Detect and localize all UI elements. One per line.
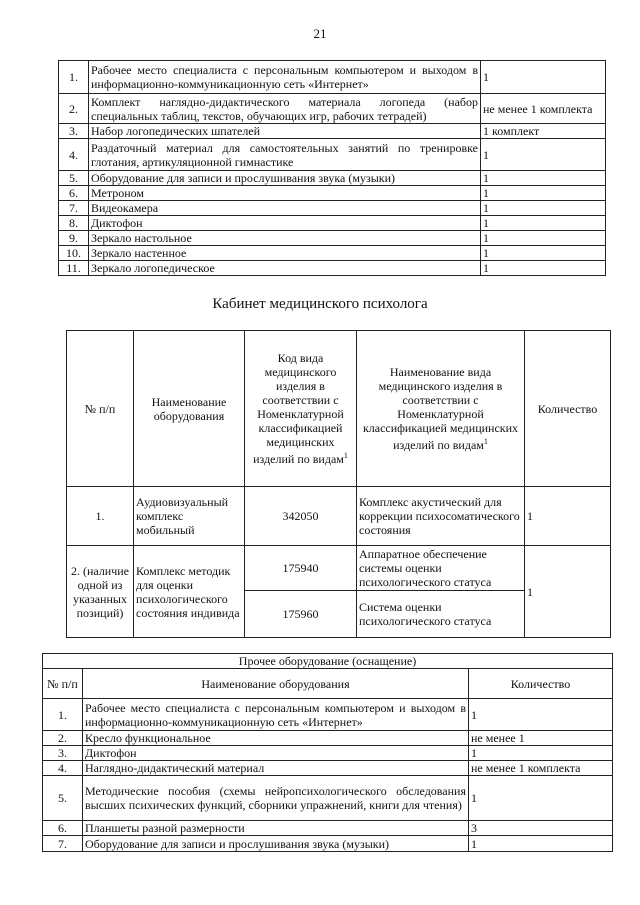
cell-number: 2. (43, 731, 83, 746)
table-caption: Прочее оборудование (оснащение) (43, 654, 613, 669)
header-name: Наименование оборудования (83, 669, 469, 699)
cell-name: Рабочее место специалиста с персональным компьютером и выходом в информационно-коммуникационную сеть «Интернет» (89, 61, 481, 94)
cell-quantity: 1 (481, 171, 606, 186)
table-row (43, 761, 613, 776)
table-row (43, 776, 613, 821)
cell-quantity: 1 (481, 139, 606, 171)
table-row (59, 231, 606, 246)
table-header-row (67, 331, 611, 487)
cell-number: 5. (59, 171, 89, 186)
table-row (59, 246, 606, 261)
cell-quantity: 1 (469, 836, 613, 852)
cell-quantity: не менее 1 (469, 731, 613, 746)
other-equipment-table (42, 653, 613, 852)
cell-quantity: 1 (525, 546, 611, 638)
cell-code: 175940 (245, 546, 357, 591)
cell-quantity: 1 (481, 231, 606, 246)
table-row (59, 61, 606, 94)
cell-quantity: 1 (481, 61, 606, 94)
cell-name: Раздаточный материал для самостоятельных занятий по тренировке глотания, артикуляционной гимнастике (89, 139, 481, 171)
cell-name: Диктофон (83, 746, 469, 761)
table-row (59, 171, 606, 186)
section-title: Кабинет медицинского психолога (212, 296, 428, 312)
cell-quantity: 1 (469, 699, 613, 731)
table-row (59, 216, 606, 231)
cell-number: 4. (43, 761, 83, 776)
header-quantity: Количество (469, 669, 613, 699)
cell-quantity: 1 (469, 746, 613, 761)
cell-number: 2. (наличие одной из указанных позиций) (67, 546, 134, 638)
cell-quantity: не менее 1 комплекта (469, 761, 613, 776)
cell-number: 11. (59, 261, 89, 276)
cell-number: 10. (59, 246, 89, 261)
cell-quantity: 1 (481, 186, 606, 201)
cell-kind: Система оценки психологического статуса (357, 591, 525, 638)
table-header-row (43, 669, 613, 699)
cell-quantity: не менее 1 комплекта (481, 94, 606, 124)
cell-name: Кресло функциональное (83, 731, 469, 746)
cell-number: 3. (43, 746, 83, 761)
table-row (43, 746, 613, 761)
speech-therapist-equipment-table (58, 60, 606, 276)
cell-number: 6. (43, 821, 83, 836)
cell-quantity: 1 (525, 487, 611, 546)
cell-number: 8. (59, 216, 89, 231)
cell-number: 1. (59, 61, 89, 94)
cell-number: 7. (59, 201, 89, 216)
cell-code: 342050 (245, 487, 357, 546)
cell-name: Оборудование для записи и прослушивания звука (музыки) (83, 836, 469, 852)
cell-number: 3. (59, 124, 89, 139)
header-quantity: Количество (525, 331, 611, 487)
cell-name: Зеркало настенное (89, 246, 481, 261)
table-row (43, 699, 613, 731)
page-number: 21 (313, 26, 327, 41)
cell-number: 1. (43, 699, 83, 731)
cell-number: 5. (43, 776, 83, 821)
cell-name: Комплект наглядно-дидактического материала логопеда (набор специальных таблиц, текстов, обучающих игр, рабочих тетрадей) (89, 94, 481, 124)
cell-quantity: 1 комплект (481, 124, 606, 139)
table-row (43, 836, 613, 852)
cell-number: 7. (43, 836, 83, 852)
table-row (59, 94, 606, 124)
cell-quantity: 1 (481, 261, 606, 276)
table-row (43, 731, 613, 746)
header-number: № п/п (43, 669, 83, 699)
cell-quantity: 1 (469, 776, 613, 821)
table-row (67, 546, 611, 591)
cell-quantity: 3 (469, 821, 613, 836)
cell-name: Оборудование для записи и прослушивания звука (музыки) (89, 171, 481, 186)
cell-name: Зеркало настольное (89, 231, 481, 246)
cell-kind: Аппаратное обеспечение системы оценки психологического статуса (357, 546, 525, 591)
cell-name: Метроном (89, 186, 481, 201)
table-row (59, 139, 606, 171)
cell-quantity: 1 (481, 216, 606, 231)
table-row (59, 186, 606, 201)
cell-name: Зеркало логопедическое (89, 261, 481, 276)
header-number: № п/п (67, 331, 134, 487)
cell-name: Диктофон (89, 216, 481, 231)
table-row (43, 821, 613, 836)
header-name: Наименование оборудования (134, 331, 245, 487)
cell-number: 1. (67, 487, 134, 546)
cell-name: Набор логопедических шпателей (89, 124, 481, 139)
psychologist-equipment-table (66, 330, 611, 638)
cell-number: 9. (59, 231, 89, 246)
table-row (67, 487, 611, 546)
cell-name: Планшеты разной размерности (83, 821, 469, 836)
cell-quantity: 1 (481, 201, 606, 216)
cell-name: Видеокамера (89, 201, 481, 216)
table-row (59, 124, 606, 139)
cell-code: 175960 (245, 591, 357, 638)
cell-number: 2. (59, 94, 89, 124)
cell-name: Рабочее место специалиста с персональным компьютером и выходом в информационно-коммуникационную сеть «Интернет» (83, 699, 469, 731)
cell-quantity: 1 (481, 246, 606, 261)
cell-name: Наглядно-дидактический материал (83, 761, 469, 776)
cell-name: Комплекс методик для оценки психологического состояния индивида (134, 546, 245, 638)
header-kind: Наименование вида медицинского изделия в соответствии с Номенклатурной классификацией медицинских изделий по видам$^1$ (357, 331, 525, 487)
cell-number: 6. (59, 186, 89, 201)
table-row (59, 261, 606, 276)
cell-kind: Комплекс акустический для коррекции психосоматического состояния (357, 487, 525, 546)
table-row (59, 201, 606, 216)
cell-number: 4. (59, 139, 89, 171)
cell-name: Методические пособия (схемы нейропсихологического обследования высших психических функций, сборники упражнений, книги для чтения) (83, 776, 469, 821)
cell-name: Аудиовизуальный комплекс мобильный (134, 487, 245, 546)
header-code: Код вида медицинского изделия в соответствии с Номенклатурной классификацией медицинских изделий по видам$^1$ (245, 331, 357, 487)
